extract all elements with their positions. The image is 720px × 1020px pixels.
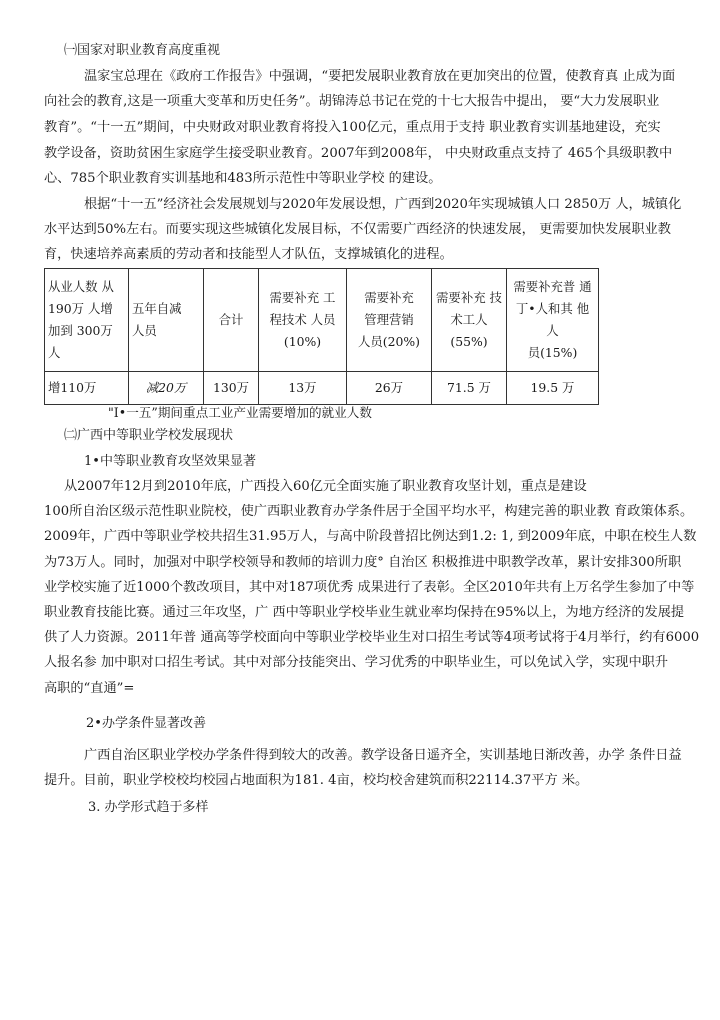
subheading-3: 3. 办学形式趋于多样 [88,800,209,815]
value-cell: 71.5 万 [432,372,507,405]
text-line: 2009年，广西中等职业学校共招生31.95万人，与高中阶段普招比例达到1.2: 1, 到2009年底，中职在校生人数 [44,529,697,544]
text-line: 水平达到50%左右。而要实现这些城镇化发展目标，不仅需要广西经济的快速发展， 更需要加快发展职业教 [44,222,671,237]
employment-table [44,268,599,405]
text-line: 为73万人。同时，加强对中职学校领导和教师的培训力度° 自治区 积极推进中职教学改革，累计安排300所职 [44,555,682,570]
value-cell: 26万 [347,372,432,405]
subheading-2: 2•办学条件显著改善 [86,716,206,731]
header-cell: 需要补充 工 程技术 人员 (10%) [259,269,347,372]
text-line: 教育”。“十一五”期间，中央财政对职业教育将投入100亿元，重点用于支持 职业教育实训基地建设，充实 [44,120,661,135]
text-line: 从2007年12月到2010年底，广西投入60亿元全面实施了职业教育攻坚计划，重点是建设 [64,479,587,494]
header-cell: 合计 [204,269,259,372]
table-row [45,372,599,405]
header-cell: 需要补充 管理营销 人员(20%) [347,269,432,372]
value-cell: 130万 [204,372,259,405]
text-line: 100所自治区级示范性职业院校，使广西职业教育办学条件居于全国平均水平，构建完善的职业教 育政策体系。 [44,504,694,519]
header-cell: 五年自减 人员 [129,269,204,372]
header-cell: 需要补充 技 术工人 (55%) [432,269,507,372]
value-cell: 13万 [259,372,347,405]
text-line: 职业教育技能比赛。通过三年攻坚，广 西中等职业学校毕业生就业率均保持在95%以上，为地方经济的发展提 [44,605,685,620]
header-cell: 需要补充普 通 丁•人和其 他人 员(15%) [507,269,599,372]
heading-sec1: ㈠国家对职业教育高度重视 [64,43,221,58]
subheading-1: 1•中等职业教育攻坚效果显著 [84,454,256,469]
text-line: 教学设备，资助贫困生家庭学生接受职业教育。2007年到2008年， 中央财政重点支持了 465个具级职教中 [44,146,673,161]
text-line: 提升。目前，职业学校校均校园占地面积为181. 4亩，校均校舍建筑而积22114.37平方 米。 [44,773,589,788]
text-line: 人报名参 加中职对口招生考试。其中对部分技能突出、学习优秀的中职毕业生，可以免试入学，实现中职升 [44,655,669,670]
value-cell: 19.5 万 [507,372,599,405]
text-line: 供了人力资源。2011年普 通高等学校面向中等职业学校毕业生对口招生考试等4项考试将于4月举行，约有6000 [44,630,700,645]
text-line: 心、785个职业教育实训基地和483所示范性中等职业学校 的建设。 [44,171,442,186]
table-header-row [45,269,599,372]
table-caption: "I•一五”期间重点工业产业需要增加的就业人数 [108,405,372,420]
text-line: 广西自治区职业学校办学条件得到较大的改善。教学设备日遥齐全，实训基地日渐改善，办学 条件日益 [84,748,682,763]
text-line: 温家宝总理在《政府工作报告》中强调，“要把发展职业教育放在更加突出的位置，使教育真 止成为面 [84,69,676,84]
heading-sec2: ㈡广西中等职业学校发展现状 [64,428,234,443]
text-line: 根据“十一五”经济社会发展规划与2020年发展设想，广西到2020年实现城镇人口 2850万 人，城镇化 [84,197,682,212]
text-line: 业学校实施了近1000个教改项目，其中对187项优秀 成果进行了表彰。全区2010年共有上万名学生参加了中等 [44,580,695,595]
value-cell: 增110万 [45,372,129,405]
header-cell: 从业人数 从 190万 人增 加到 300万 人 [45,269,129,372]
text-line: 向社会的教育,这是一项重大变革和历史任务”。胡锦涛总书记在党的十七大报告中提出， 要“大力发展职业 [44,94,660,109]
value-cell: 减20万 [129,372,204,405]
text-line: 育，快速培养高素质的劳动者和技能型人才队伍，支撑城镇化的进程。 [44,247,453,262]
text-line: 高职的“直通”= [44,681,135,696]
